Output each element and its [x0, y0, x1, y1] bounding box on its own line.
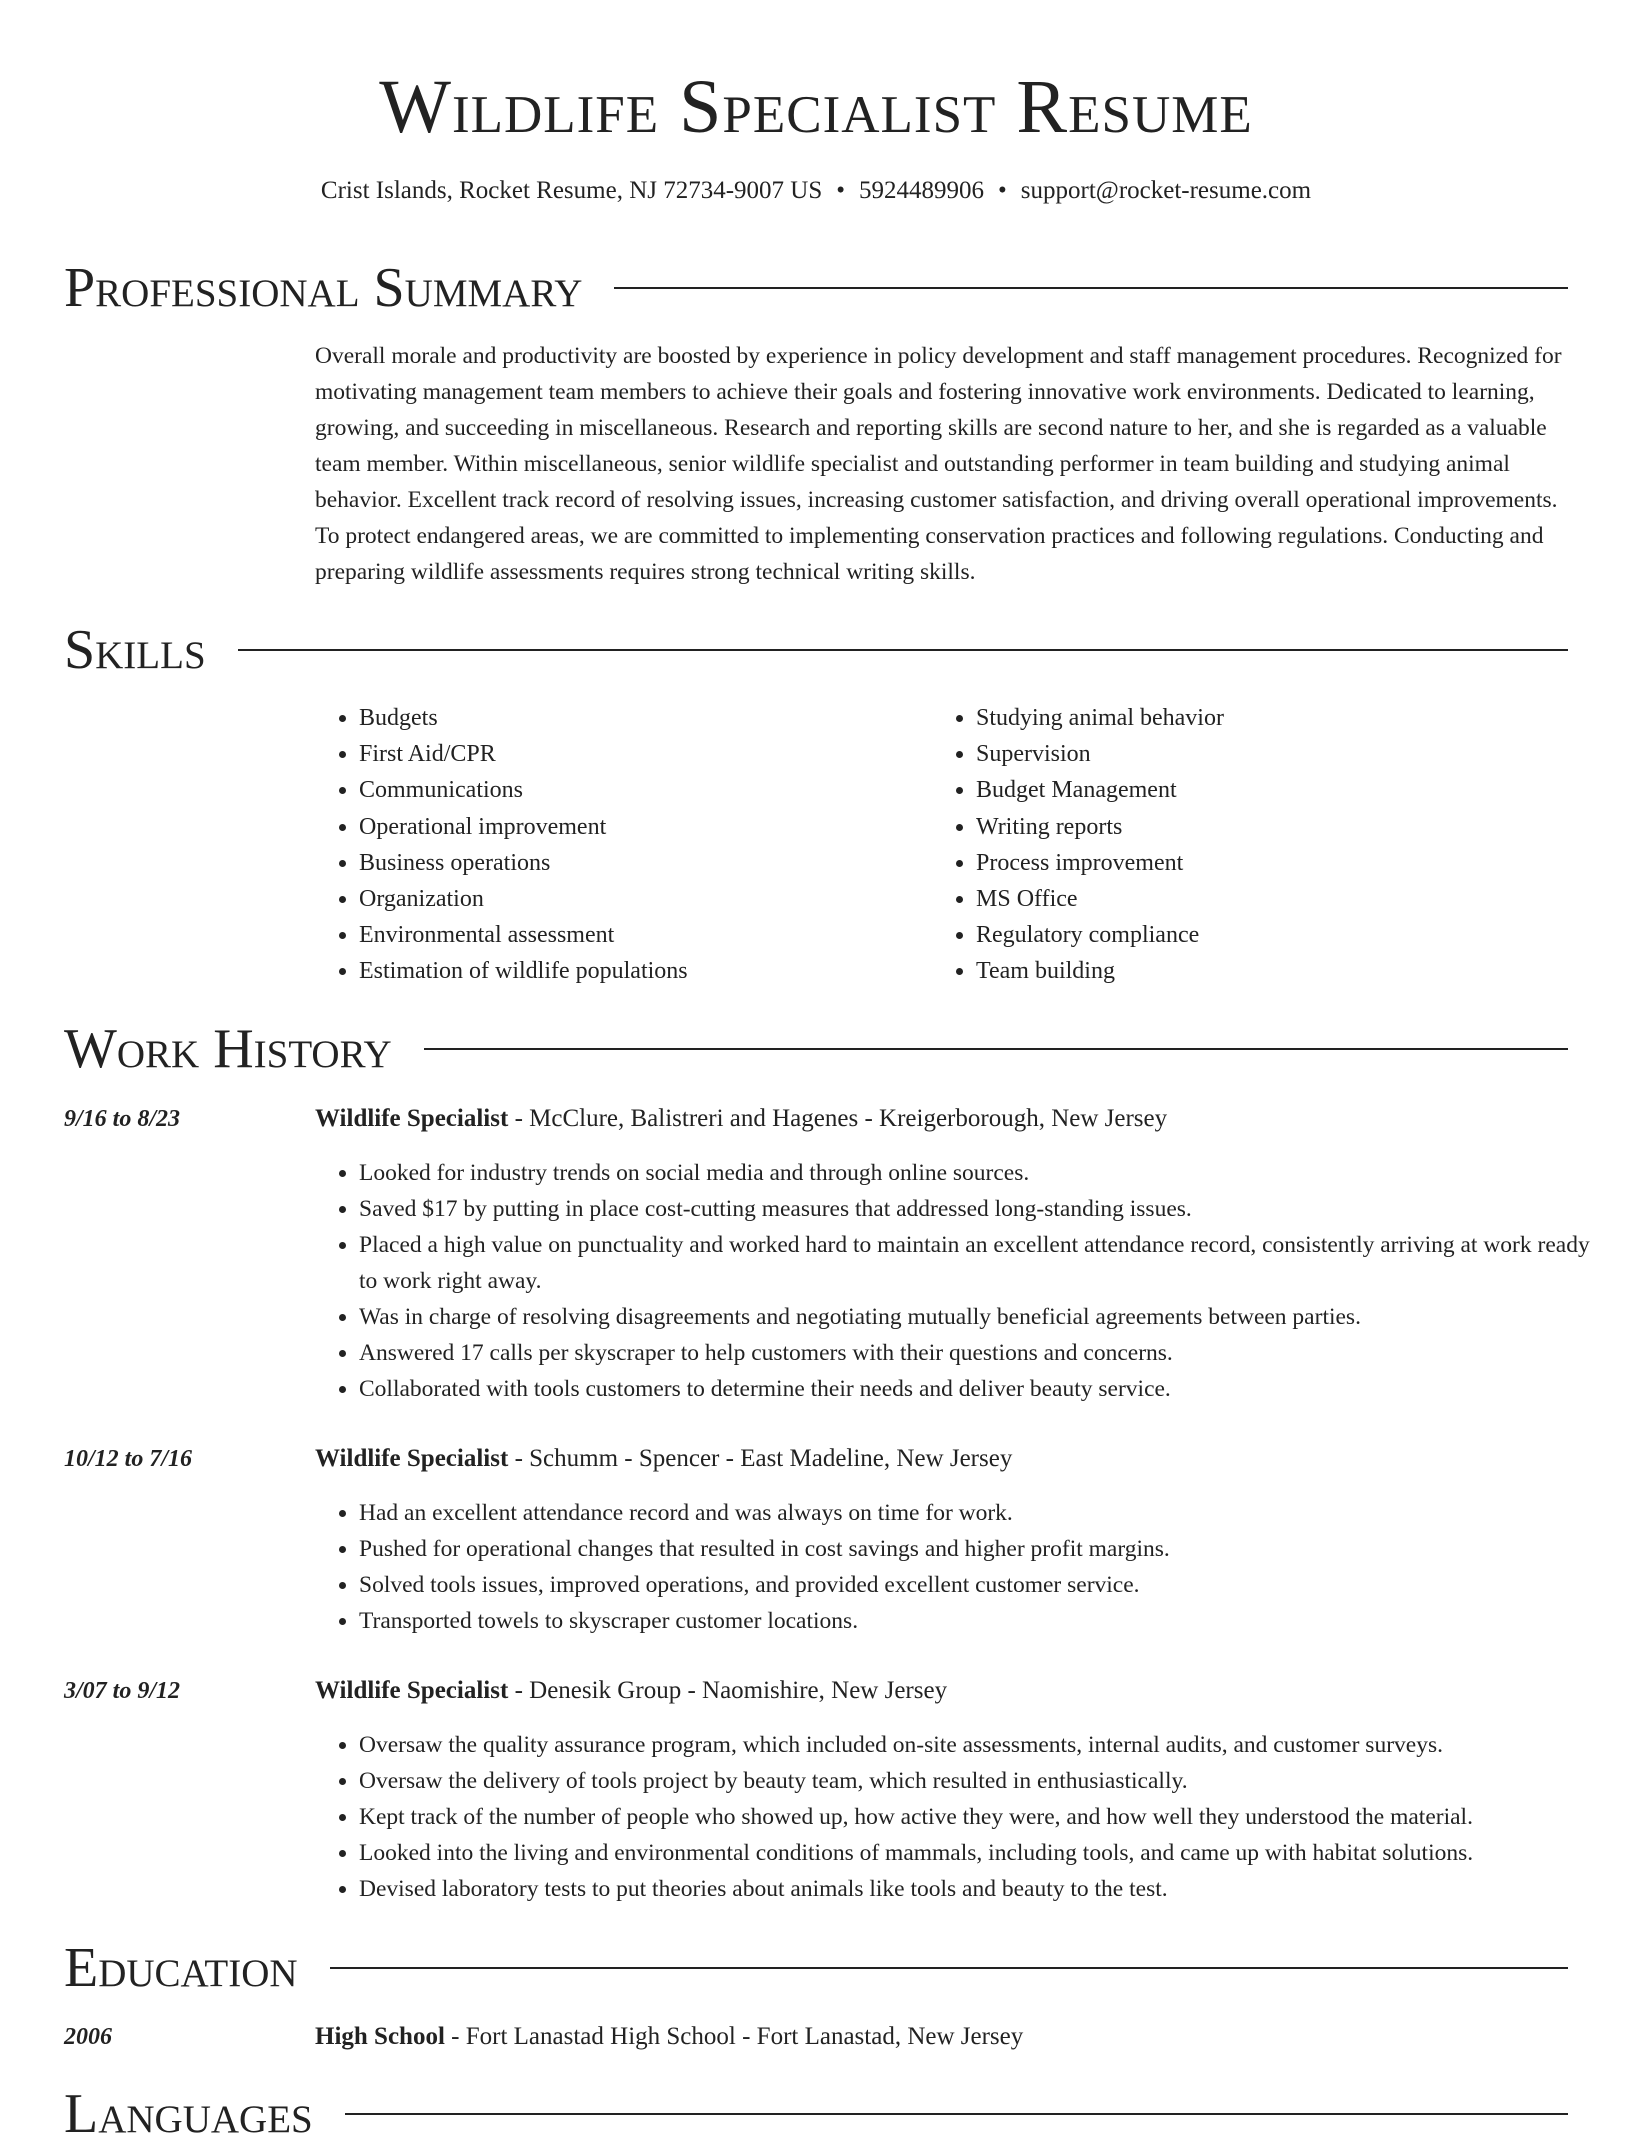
job-dates: 9/16 to 8/23	[64, 1106, 181, 1132]
skill-item: • Process improvement	[976, 845, 1576, 881]
job-bullet: • Answered 17 calls per skyscraper to help customers with their questions and concerns.	[359, 1335, 1612, 1371]
section-title-summary: Professional Summary	[64, 257, 583, 319]
contact-email: support@rocket-resume.com	[1020, 177, 1312, 204]
section-divider	[330, 1967, 1568, 1969]
contact-address: Crist Islands, Rocket Resume, NJ 72734-9007 US	[320, 177, 823, 204]
contact-phone: 5924489906	[859, 177, 985, 204]
section-title-education: Education	[64, 1937, 298, 1999]
skill-item: • Communications	[359, 772, 919, 808]
skills-list-right	[932, 700, 1576, 990]
contact-line	[0, 176, 1632, 206]
skill-item: • Budgets	[359, 700, 919, 736]
separator-dot: •	[998, 177, 1007, 204]
job-bullet: • Collaborated with tools customers to determine their needs and deliver beauty service.	[359, 1371, 1612, 1407]
section-divider	[614, 287, 1568, 289]
job-bullets	[315, 1495, 1612, 1639]
section-title-languages: Languages	[64, 2083, 313, 2145]
job-heading	[315, 1444, 1012, 1474]
job-title: Wildlife Specialist	[315, 1445, 509, 1472]
skill-item: • Team building	[976, 953, 1576, 989]
job-bullet: • Was in charge of resolving disagreements and negotiating mutually beneficial agreements between parties.	[359, 1299, 1612, 1335]
skill-item: • Environmental assessment	[359, 917, 919, 953]
work-section-header	[64, 1019, 1568, 1079]
job-bullets	[315, 1155, 1612, 1407]
section-divider	[345, 2113, 1568, 2115]
skill-item: • Studying animal behavior	[976, 700, 1576, 736]
job-bullet: • Had an excellent attendance record and was always on time for work.	[359, 1495, 1612, 1531]
job-bullets	[315, 1727, 1612, 1907]
separator-dot: •	[836, 177, 846, 204]
job-bullet: • Saved $17 by putting in place cost-cutting measures that addressed long-standing issues.	[359, 1191, 1612, 1227]
education-section-header	[64, 1938, 1568, 1998]
skill-item: • Organization	[359, 881, 919, 917]
job-bullet: • Transported towels to skyscraper customer locations.	[359, 1603, 1612, 1639]
job-bullet: • Oversaw the delivery of tools project by beauty team, which resulted in enthusiastically.	[359, 1763, 1612, 1799]
job-bullet: • Placed a high value on punctuality and worked hard to maintain an excellent attendance record, consistently arriving at work ready to work right away.	[359, 1227, 1612, 1299]
skill-item: • First Aid/CPR	[359, 736, 919, 772]
job-heading	[315, 1676, 947, 1706]
job-dates: 10/12 to 7/16	[64, 1446, 193, 1472]
job-employer: - Schumm - Spencer - East Madeline, New Jersey	[508, 1445, 1013, 1472]
job-employer: - McClure, Balistreri and Hagenes - Kreigerborough, New Jersey	[508, 1105, 1168, 1132]
section-title-skills: Skills	[64, 619, 206, 681]
job-title: Wildlife Specialist	[315, 1105, 509, 1132]
skill-item: • Budget Management	[976, 772, 1576, 808]
education-school: - Fort Lanastad High School - Fort Lanastad, New Jersey	[444, 2023, 1024, 2050]
languages-section-header	[64, 2084, 1568, 2144]
job-employer: - Denesik Group - Naomishire, New Jersey	[508, 1677, 948, 1704]
skill-item: • Business operations	[359, 845, 919, 881]
skill-item: • Supervision	[976, 736, 1576, 772]
job-bullet: • Devised laboratory tests to put theories about animals like tools and beauty to the test.	[359, 1871, 1612, 1907]
skill-item: • Operational improvement	[359, 809, 919, 845]
section-title-work: Work History	[64, 1018, 392, 1080]
job-title: Wildlife Specialist	[315, 1677, 509, 1704]
skill-item: • Regulatory compliance	[976, 917, 1576, 953]
resume-title: Wildlife Specialist Resume	[379, 65, 1253, 149]
job-dates: 3/07 to 9/12	[64, 1678, 181, 1704]
summary-section-header	[64, 258, 1568, 318]
job-heading	[315, 1104, 1167, 1134]
skill-item: • Writing reports	[976, 809, 1576, 845]
section-divider	[424, 1048, 1568, 1050]
job-bullet: • Oversaw the quality assurance program, which included on-site assessments, internal audits, and customer surveys.	[359, 1727, 1612, 1763]
summary-text: Overall morale and productivity are boosted by experience in policy development and staff management procedures. Recognized for motivating management team members to achieve their goals and fostering innovative work environments. Dedicated to learning, growing, and succeeding in miscellaneous. Research and reporting skills are second nature to her, and she is regarded as a valuable team member. Within miscellaneous, senior wildlife specialist and outstanding performer in team building and studying animal behavior. Excellent track record of resolving issues, increasing customer satisfaction, and driving overall operational improvements. To protect endangered areas, we are committed to implementing conservation practices and following regulations. Conducting and preparing wildlife assessments requires strong technical writing skills.	[315, 343, 1562, 585]
section-divider	[238, 649, 1568, 651]
skill-item: • MS Office	[976, 881, 1576, 917]
education-year: 2006	[64, 2024, 112, 2050]
job-bullet: • Pushed for operational changes that resulted in cost savings and higher profit margins.	[359, 1531, 1612, 1567]
job-bullet: • Solved tools issues, improved operations, and provided excellent customer service.	[359, 1567, 1612, 1603]
skill-item: • Estimation of wildlife populations	[359, 953, 919, 989]
job-bullet: • Kept track of the number of people who showed up, how active they were, and how well they understood the material.	[359, 1799, 1612, 1835]
skills-section-header	[64, 620, 1568, 680]
skills-list-left	[315, 700, 919, 990]
job-bullet: • Looked into the living and environmental conditions of mammals, including tools, and came up with habitat solutions.	[359, 1835, 1612, 1871]
job-bullet: • Looked for industry trends on social media and through online sources.	[359, 1155, 1612, 1191]
education-degree: High School	[315, 2023, 445, 2050]
education-entry	[315, 2022, 1023, 2052]
